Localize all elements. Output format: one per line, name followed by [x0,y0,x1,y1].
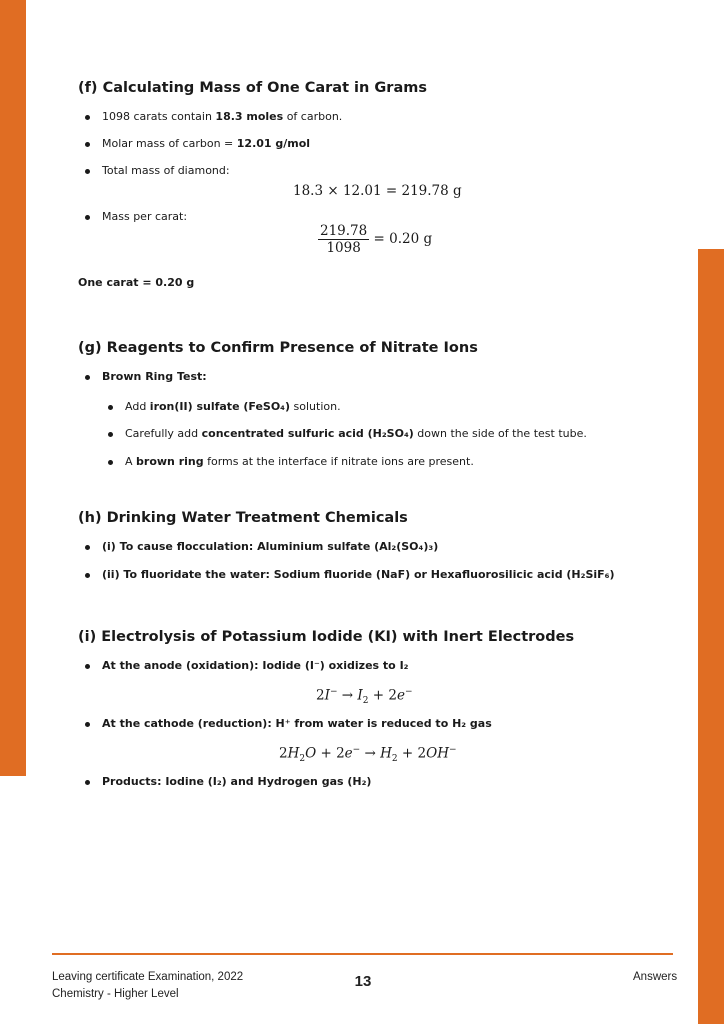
section-i-heading: (i) Electrolysis of Potassium Iodide (KI) with Inert Electrodes [78,629,575,645]
section-f-heading: (f) Calculating Mass of One Carat in Grams [78,80,427,96]
footer-divider [52,953,673,955]
footer-subject-line: Chemistry - Higher Level [52,988,179,1000]
fraction [318,223,369,256]
right-accent-bar [698,249,724,1024]
cathode-equation: $2H_2O + 2e^- \to H_2 + 2OH^-$ [279,745,457,765]
section-g-step-2: Carefully add concentrated sulfuric acid (H₂SO₄) down the side of the test tube. [125,427,587,440]
anode-equation: $2I^- \to I_2 + 2e^-$ [316,687,413,707]
products-bullet: Products: Iodine (I₂) and Hydrogen gas (H₂) [102,775,372,788]
page-number: 13 [354,973,372,990]
section-h-item-2: (ii) To fluoridate the water: Sodium fluoride (NaF) or Hexafluorosilicic acid (H₂SiF₆) [102,568,615,581]
footer-section-label: Answers [633,971,678,983]
cathode-bullet: At the cathode (reduction): H⁺ from water is reduced to H₂ gas [102,717,492,730]
footer-exam-line: Leaving certificate Examination, 2022 [52,971,244,983]
fraction-numerator: 219.78 [320,223,368,239]
anode-bullet: At the anode (oxidation): Iodide (I⁻) oxidizes to I₂ [102,659,409,672]
total-mass-equation: 18.3 × 12.01 = 219.78 g [293,183,462,199]
left-accent-bar [0,0,26,776]
section-g-main-bullet: Brown Ring Test: [102,370,207,383]
section-h-item-1: (i) To cause flocculation: Aluminium sulfate (Al₂(SO₄)₃) [102,540,439,553]
section-f-bullet-1: 1098 carats contain 18.3 moles of carbon. [102,110,343,123]
section-f-bullet-4: Mass per carat: [102,210,188,223]
section-f-bullet-2: Molar mass of carbon = 12.01 g/mol [102,137,311,150]
section-f-bullet-3: Total mass of diamond: [102,164,230,177]
section-g-step-1: Add iron(II) sulfate (FeSO₄) solution. [125,400,341,413]
mass-per-carat-equation [318,223,432,256]
section-g-heading: (g) Reagents to Confirm Presence of Nitrate Ions [78,340,478,356]
fraction-result: = 0.20 g [373,231,433,247]
fraction-denominator: 1098 [326,240,361,256]
section-h-heading: (h) Drinking Water Treatment Chemicals [78,510,408,526]
section-g-step-3: A brown ring forms at the interface if nitrate ions are present. [125,455,474,468]
section-f-conclusion: One carat = 0.20 g [78,276,195,289]
